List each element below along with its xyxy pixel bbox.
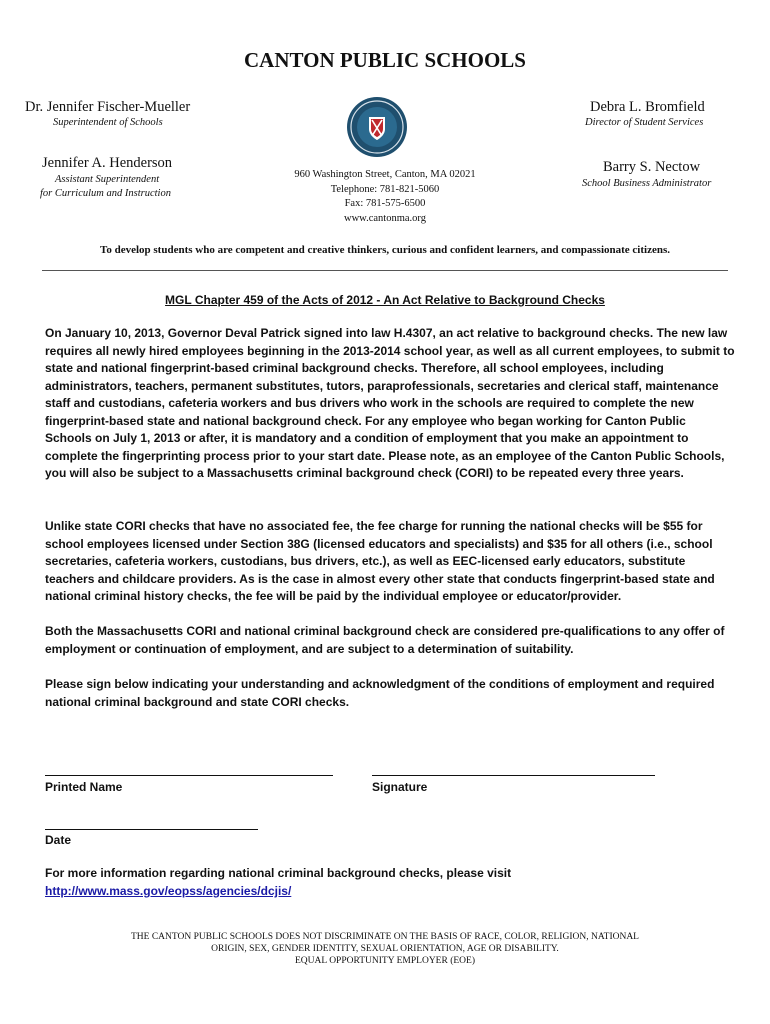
address: 960 Washington Street, Canton, MA 02021 [294,169,476,180]
asst-superintendent-name: Jennifer A. Henderson [42,155,173,171]
telephone: Telephone: 781-821-5060 [330,183,440,195]
director-role: Director of Student Services [585,117,704,128]
contact-block [250,168,520,226]
paragraph-2: Unlike state CORI checks that have no associated fee, the fee charge for running the national checks will be $55 for school employees licensed under Section 38G (licensed educators and specialists) and $35 for all others (i.e., school secretaries, cafeteria workers, custodians, bus drivers, etc.), as well as EEC-licensed early educators, substitute teachers and childcare providers. As is the case in almost every other state that conducts fingerprint-based state and national criminal history checks, the fee will be paid by the individual employee or educator/provider. [45,519,715,603]
asst-superintendent-role: Assistant Superintendent [55,174,160,185]
signature-line[interactable] [372,775,655,776]
date-line[interactable] [45,829,258,830]
footer-line-2: ORIGIN, SEX, GENDER IDENTITY, SEXUAL ORIENTATION, AGE OR DISABILITY. [211,944,559,954]
paragraph-1: On January 10, 2013, Governor Deval Patrick signed into law H.4307, an act relative to background checks. The new law requires all newly hired employees beginning in the 2013-2014 school year, as well as all current employees, to submit to state and national fingerprint-based criminal background checks. Therefore, all school employees, including administrators, teachers, permanent substitutes, tutors, paraprofessionals, secretaries and clerical staff, maintenance staff and custodians, cafeteria workers and bus drivers who work in the schools are required to complete the new fingerprint-based state and national background check. For any employee who began working for Canton Public Schools on July 1, 2013 or after, it is mandatory and a condition of employment that you make an appointment to complete the fingerprinting process prior to your start date. Please note, as an employee of the Canton Public Schools, you will also be subject to a Massachusetts criminal background check (CORI) to be repeated every three years. [45,326,735,480]
page-title: CANTON PUBLIC SCHOOLS [243,48,526,72]
document-heading: MGL Chapter 459 of the Acts of 2012 - An Act Relative to Background Checks [165,293,605,307]
website: www.cantonma.org [344,212,426,224]
mission-statement: To develop students who are competent and creative thinkers, curious and confident learners, and compassionate citizens. [100,244,670,256]
fax: Fax: 781-575-6500 [344,198,426,209]
school-seal-icon [345,95,409,159]
paragraph-4: Please sign below indicating your understanding and acknowledgment of the conditions of employment and required national criminal background and state CORI checks. [45,677,715,709]
paragraph-3: Both the Massachusetts CORI and national criminal background check are considered pre-qualifications to any offer of employment or continuation of employment, and are subject to a determination of suitability. [45,624,725,656]
signature-label: Signature [372,780,428,794]
business-admin-name: Barry S. Nectow [603,159,701,175]
footer-line-1: THE CANTON PUBLIC SCHOOLS DOES NOT DISCRIMINATE ON THE BASIS OF RACE, COLOR, RELIGION, NATIONAL [130,932,639,942]
director-name: Debra L. Bromfield [590,99,705,115]
more-info-text: For more information regarding national criminal background checks, please visit [45,866,512,880]
header-divider [42,270,728,271]
nondiscrimination-footer [85,931,685,967]
superintendent-name: Dr. Jennifer Fischer-Mueller [25,99,191,115]
superintendent-role: Superintendent of Schools [53,117,163,128]
printed-name-label: Printed Name [45,780,123,794]
asst-superintendent-role-2: for Curriculum and Instruction [40,188,171,199]
more-info [45,864,735,900]
business-admin-role: School Business Administrator [582,178,712,189]
printed-name-line[interactable] [45,775,333,776]
date-label: Date [45,833,72,847]
dcjis-link[interactable]: http://www.mass.gov/eopss/agencies/dcjis/ [45,884,292,898]
footer-line-3: EQUAL OPPORTUNITY EMPLOYER (EOE) [294,956,475,966]
